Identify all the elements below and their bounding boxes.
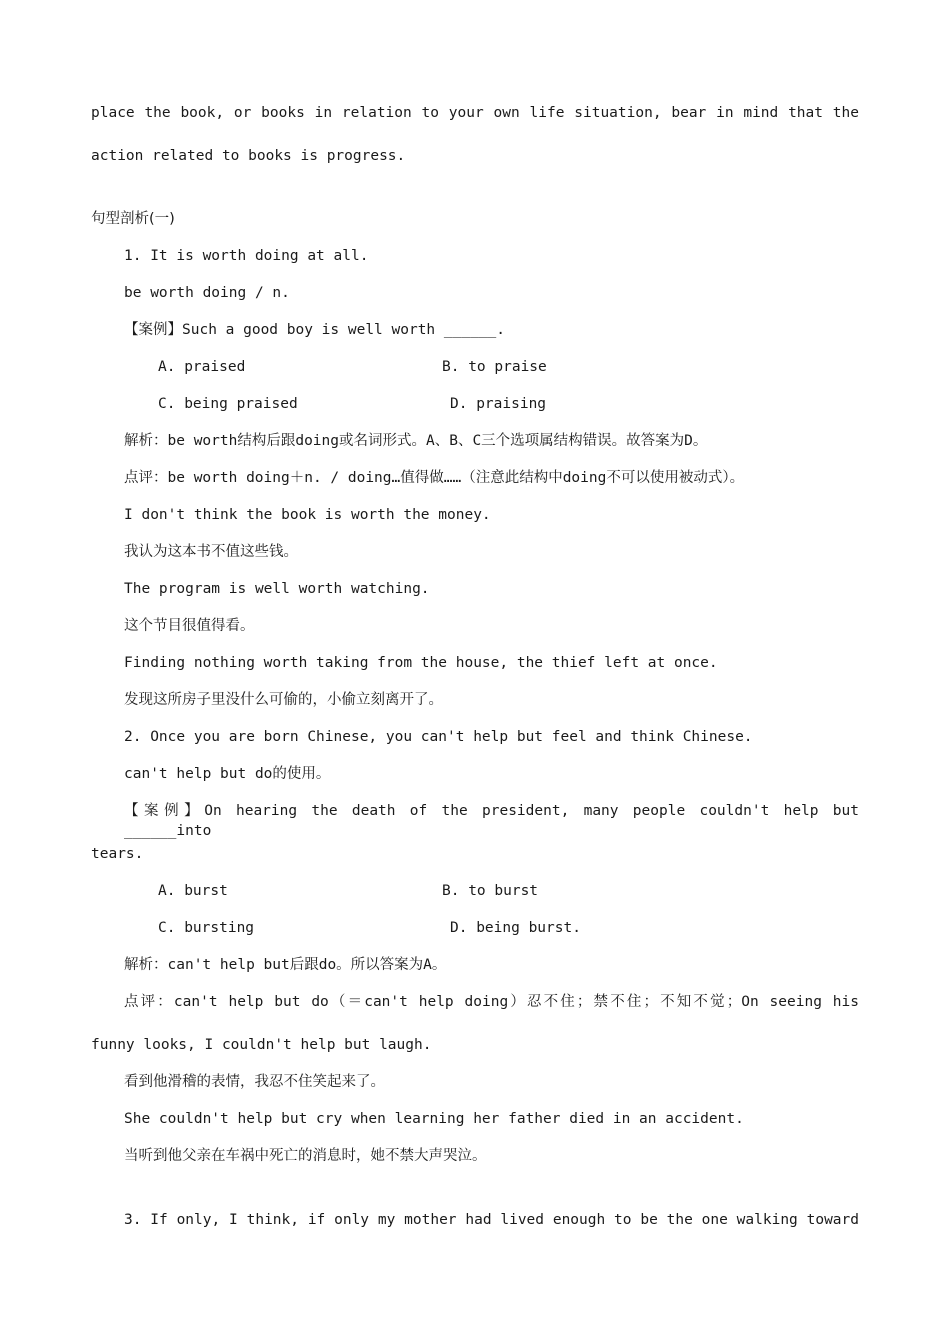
s2-example-1-cn: 看到他滑稽的表情，我忍不住笑起来了。 xyxy=(124,1074,385,1090)
s2-comment-line-1: 点评：can't help but do（＝can't help doing）忍不住；禁不住；不知不觉；On seeing his xyxy=(124,994,859,1010)
s2-option-b: B. to burst xyxy=(442,883,539,899)
s1-example-2-en: The program is well worth watching. xyxy=(124,581,430,597)
s1-case: 【案例】Such a good boy is well worth ______. xyxy=(124,322,505,338)
s1-comment: 点评：be worth doing＋n. / doing…值得做……（注意此结构中doing不可以使用被动式）。 xyxy=(124,470,745,486)
intro-line-1: place the book, or books in relation to your own life situation, bear in mind that the xyxy=(91,105,859,121)
s1-structure: be worth doing / n. xyxy=(124,285,290,301)
s1-option-d: D. praising xyxy=(450,396,547,412)
s1-example-2-cn: 这个节目很值得看。 xyxy=(124,618,255,634)
s1-analysis: 解析：be worth结构后跟doing或名词形式。A、B、C三个选项属结构错误。故答案为D。 xyxy=(124,433,708,449)
s1-option-b: B. to praise xyxy=(442,359,547,375)
s2-sentence: 2. Once you are born Chinese, you can't help but feel and think Chinese. xyxy=(124,729,753,745)
s1-example-3-cn: 发现这所房子里没什么可偷的，小偷立刻离开了。 xyxy=(124,692,443,708)
s2-option-c: C. bursting xyxy=(158,920,255,936)
s2-option-d: D. being burst. xyxy=(450,920,581,936)
s1-example-3-en: Finding nothing worth taking from the house, the thief left at once. xyxy=(124,655,718,671)
section-title: 句型剖析(一) xyxy=(91,211,175,227)
s2-analysis: 解析：can't help but后跟do。所以答案为A。 xyxy=(124,957,447,973)
s3-sentence: 3. If only, I think, if only my mother had lived enough to be the one walking toward xyxy=(124,1212,859,1228)
s2-example-2-en: She couldn't help but cry when learning her father died in an accident. xyxy=(124,1111,744,1127)
s2-case-line-1: 【案例】On hearing the death of the president, many people couldn't help but ______into xyxy=(124,803,859,839)
s1-sentence: 1. It is worth doing at all. xyxy=(124,248,369,264)
s2-case-line-2: tears. xyxy=(91,846,144,862)
s2-example-2-cn: 当听到他父亲在车祸中死亡的消息时，她不禁大声哭泣。 xyxy=(124,1148,487,1164)
s2-comment-line-2: funny looks, I couldn't help but laugh. xyxy=(91,1037,432,1053)
s1-option-a: A. praised xyxy=(158,359,246,375)
s2-option-a: A. burst xyxy=(158,883,228,899)
s1-option-c: C. being praised xyxy=(158,396,298,412)
intro-line-2: action related to books is progress. xyxy=(91,148,406,164)
s2-structure: can't help but do的使用。 xyxy=(124,766,331,782)
s1-example-1-en: I don't think the book is worth the money. xyxy=(124,507,491,523)
s1-example-1-cn: 我认为这本书不值这些钱。 xyxy=(124,544,298,560)
